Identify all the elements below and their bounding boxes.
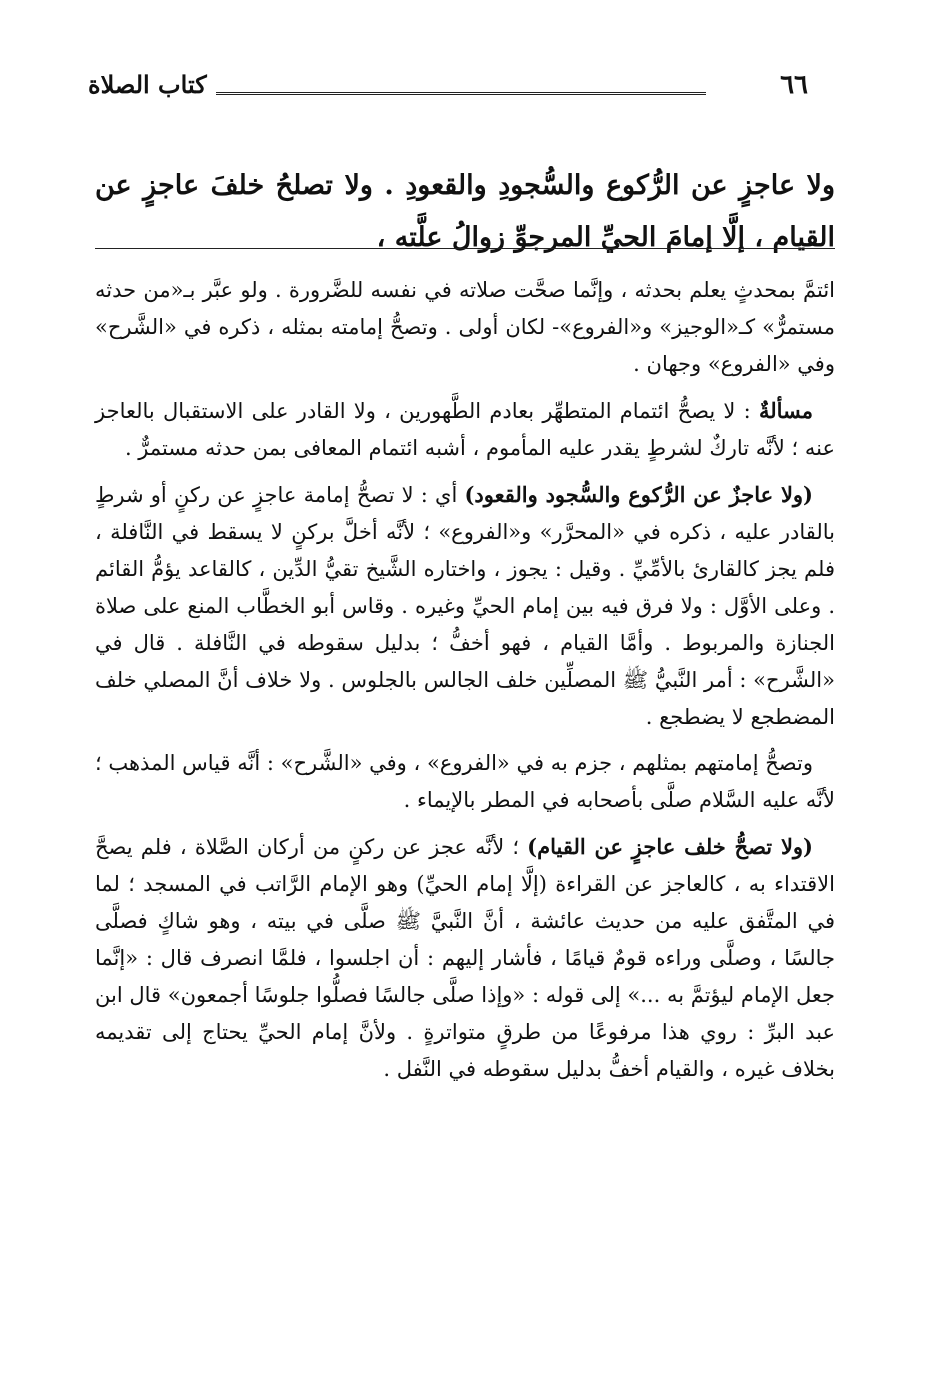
matn-text: ولا عاجزٍ عن الرُّكوع والسُّجودِ والقعودِ . ولا تصلحُ خلفَ عاجزٍ عن القيام ، إلَّا إمامَ الحيِّ المرجوِّ زوالُ علَّته ، — [95, 170, 835, 253]
page-header — [88, 62, 808, 112]
commentary-body — [95, 272, 835, 1097]
paragraph-text: أي : لا تصحُّ إمامة عاجزٍ عن ركنٍ أو شرطٍ بالقادر عليه ، ذكره في «المحرَّر» و«الفروع» ؛ لأنَّه أخلَّ بركنٍ لا يسقط في النَّافلة ، فلم يجز كالقارئ بالأمِّيِّ . وقيل : يجوز ، واختاره الشَّيخ تقيُّ الدِّين ، كالقاعد يؤمُّ القائم . وعلى الأوَّل : ولا فرق فيه بين إمام الحيِّ وغيره . وقاس أبو الخطَّاب المنع على صلاة الجنازة والمربوط . وأمَّا القيام ، فهو أخفُّ ؛ بدليل سقوطه في النَّافلة . قال في «الشَّرح» : أمر النَّبيُّ ﷺ المصلِّين خلف الجالس بالجلوس . ولا خلاف أنَّ المصلي خلف المضطجع لا يضطجع . — [95, 483, 835, 729]
paragraph-text: وتصحُّ إمامتهم بمثلهم ، جزم به في «الفروع» ، وفي «الشَّرح» : أنَّه قياس المذهب ؛ لأنَّه عليه السَّلام صلَّى بأصحابه في المطر بالإيماء . — [95, 751, 835, 812]
running-title: كتاب الصلاة — [88, 70, 207, 99]
paragraph-lead: (ولا عاجزٌ عن الرُّكوع والسُّجود والقعود) — [464, 482, 813, 507]
paragraph-lead: (ولا تصحُّ خلف عاجزٍ عن القيام) — [527, 834, 813, 859]
paragraph-5 — [95, 828, 835, 1088]
paragraph-2 — [95, 392, 835, 467]
paragraph-lead: مسألةٌ — [758, 398, 813, 423]
paragraph-text: : لا يصحُّ ائتمام المتطهِّر بعادم الطَّهورين ، ولا القادر على الاستقبال بالعاجز عنه ؛ لأنَّه تاركٌ لشرطٍ يقدر عليه المأموم ، أشبه ائتمام المعافى بمن حدثه مستمرٌّ . — [95, 399, 835, 460]
paragraph-text: ائتمَّ بمحدثٍ يعلم بحدثه ، وإنَّما صحَّت صلاته في نفسه للضَّرورة . ولو عبَّر بـ«من حدثه مستمرٌّ» كـ«الوجيز» و«الفروع»- لكان أولى . وتصحُّ إمامته بمثله ، ذكره في «الشَّرح» وفي «الفروع» وجهان . — [95, 278, 835, 376]
paragraph-text: ؛ لأنَّه عجز عن ركنٍ من أركان الصَّلاة ، فلم يصحَّ الاقتداء به ، كالعاجز عن القراءة (إلَّا إمام الحيِّ) وهو الإمام الرَّاتب في المسجد ؛ لما في المتَّفق عليه من حديث عائشة ، أنَّ النَّبيَّ ﷺ صلَّى في بيته ، وهو شاكٍ فصلَّى جالسًا ، وصلَّى وراءه قومٌ قيامًا ، فأشار إليهم : أن اجلسوا ، فلمَّا انصرف قال : «إنَّما جعل الإمام ليؤتمَّ به ...» إلى قوله : «وإذا صلَّى جالسًا فصلُّوا جلوسًا أجمعون» قال ابن عبد البرِّ : روي هذا مرفوعًا من طرقٍ متواترةٍ . ولأنَّ إمام الحيِّ يحتاج إلى تقديمه بخلاف غيره ، والقيام أخفُّ بدليل سقوطه في النَّفل . — [95, 835, 835, 1081]
paragraph-4 — [95, 745, 835, 819]
matn-separator — [95, 248, 835, 249]
paragraph-1 — [95, 272, 835, 383]
page-number: ٦٦ — [780, 70, 808, 100]
header-rule — [216, 92, 706, 95]
paragraph-3 — [95, 476, 835, 736]
